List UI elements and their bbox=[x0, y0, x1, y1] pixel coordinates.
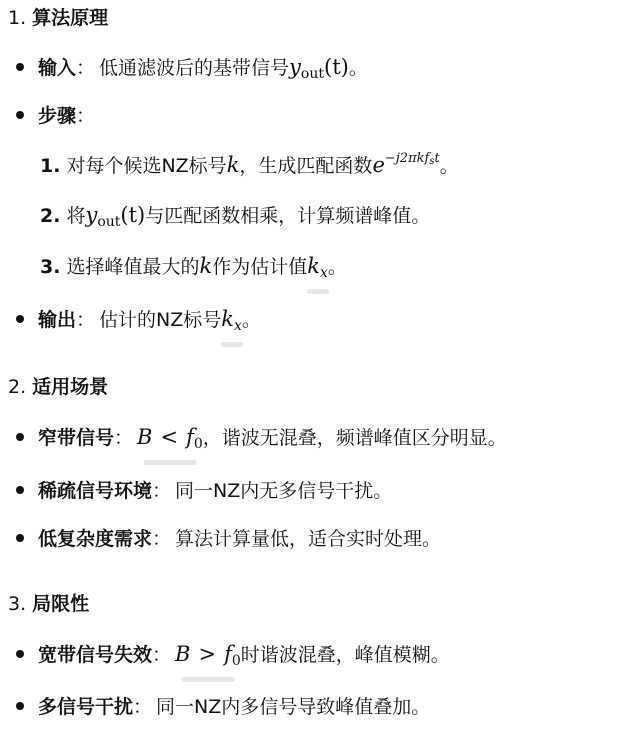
colon: ： bbox=[133, 696, 153, 718]
item-text-end: 。 bbox=[241, 309, 261, 331]
math-exponential: $e^{-j2\pi kf_st}$ bbox=[372, 151, 440, 177]
colon: ： bbox=[152, 528, 172, 550]
item-label: 窄带信号 bbox=[38, 427, 115, 449]
section-heading-3 bbox=[8, 592, 89, 617]
step-text: 将 bbox=[66, 205, 86, 227]
item-text: 同一NZ内多信号导致峰值叠加。 bbox=[156, 696, 431, 718]
section-title: 算法原理 bbox=[32, 7, 109, 29]
item-label: 低复杂度需求 bbox=[38, 528, 153, 550]
math-y-out: $y_{out}(t)$ bbox=[289, 55, 349, 82]
colon: ： bbox=[152, 644, 172, 666]
item-label: 多信号干扰 bbox=[38, 696, 134, 718]
math-y-out: $y_{out}(t)$ bbox=[85, 203, 146, 230]
list-item-steps bbox=[16, 104, 99, 129]
list-item-narrowband bbox=[16, 424, 507, 453]
colon: ： bbox=[76, 309, 96, 331]
bullet-icon bbox=[16, 650, 24, 658]
math-k-x: $k_x$ bbox=[221, 307, 242, 334]
section-heading-1 bbox=[8, 6, 108, 31]
list-item-sparse bbox=[16, 479, 392, 504]
list-item-wideband bbox=[16, 641, 450, 670]
item-text: 估计的NZ标号 bbox=[99, 309, 222, 331]
step-number: 2. bbox=[40, 205, 61, 227]
section-title: 局限性 bbox=[32, 593, 90, 615]
step-text: 选择峰值最大的 bbox=[66, 256, 200, 278]
list-item-input bbox=[16, 54, 368, 83]
step-text: ，生成匹配函数 bbox=[239, 155, 373, 177]
colon: ： bbox=[114, 427, 134, 449]
bullet-icon bbox=[16, 111, 24, 119]
item-text-end: 。 bbox=[348, 57, 368, 79]
colon: ： bbox=[76, 57, 96, 79]
section-number: 3. bbox=[8, 593, 27, 615]
step-text: 对每个候选NZ标号 bbox=[66, 155, 227, 177]
step-text: 作为估计值 bbox=[212, 256, 308, 278]
bullet-icon bbox=[16, 534, 24, 542]
step-3 bbox=[40, 253, 347, 282]
bullet-icon bbox=[16, 315, 24, 323]
step-number: 1. bbox=[40, 155, 61, 177]
colon: ： bbox=[152, 480, 172, 502]
step-text-end: 。 bbox=[327, 256, 347, 278]
math-k: k bbox=[226, 153, 240, 177]
math-inequality: $B < f_0$ bbox=[137, 425, 203, 452]
bullet-icon bbox=[16, 63, 24, 71]
step-text: 与匹配函数相乘，计算频谱峰值。 bbox=[145, 205, 431, 227]
section-number: 2. bbox=[8, 376, 27, 398]
bullet-icon bbox=[16, 486, 24, 494]
item-text: 低通滤波后的基带信号 bbox=[99, 57, 290, 79]
math-inequality: $B > f_0$ bbox=[175, 642, 241, 669]
step-number: 3. bbox=[40, 256, 61, 278]
item-label: 步骤 bbox=[38, 105, 77, 127]
math-k-x: $k_x$ bbox=[307, 254, 328, 281]
step-1 bbox=[40, 151, 459, 179]
list-item-low-complexity bbox=[16, 527, 441, 552]
item-label: 输出 bbox=[38, 309, 77, 331]
item-label: 稀疏信号环境 bbox=[38, 480, 153, 502]
section-number: 1. bbox=[8, 7, 27, 29]
step-2 bbox=[40, 202, 430, 231]
item-label: 宽带信号失效 bbox=[38, 644, 153, 666]
item-text: 时谐波混叠，峰值模糊。 bbox=[240, 644, 450, 666]
step-text-end: 。 bbox=[439, 155, 459, 177]
math-k: k bbox=[199, 254, 213, 278]
item-label: 输入 bbox=[38, 57, 77, 79]
item-text: 算法计算量低，适合实时处理。 bbox=[175, 528, 442, 550]
bullet-icon bbox=[16, 702, 24, 710]
section-title: 适用场景 bbox=[32, 376, 109, 398]
list-item-output bbox=[16, 306, 261, 335]
bullet-icon bbox=[16, 433, 24, 441]
item-text: 同一NZ内无多信号干扰。 bbox=[175, 480, 393, 502]
item-text: ，谐波无混叠，频谱峰值区分明显。 bbox=[202, 427, 507, 449]
colon: ： bbox=[76, 105, 96, 127]
section-heading-2 bbox=[8, 375, 108, 400]
list-item-multi-signal bbox=[16, 695, 430, 720]
